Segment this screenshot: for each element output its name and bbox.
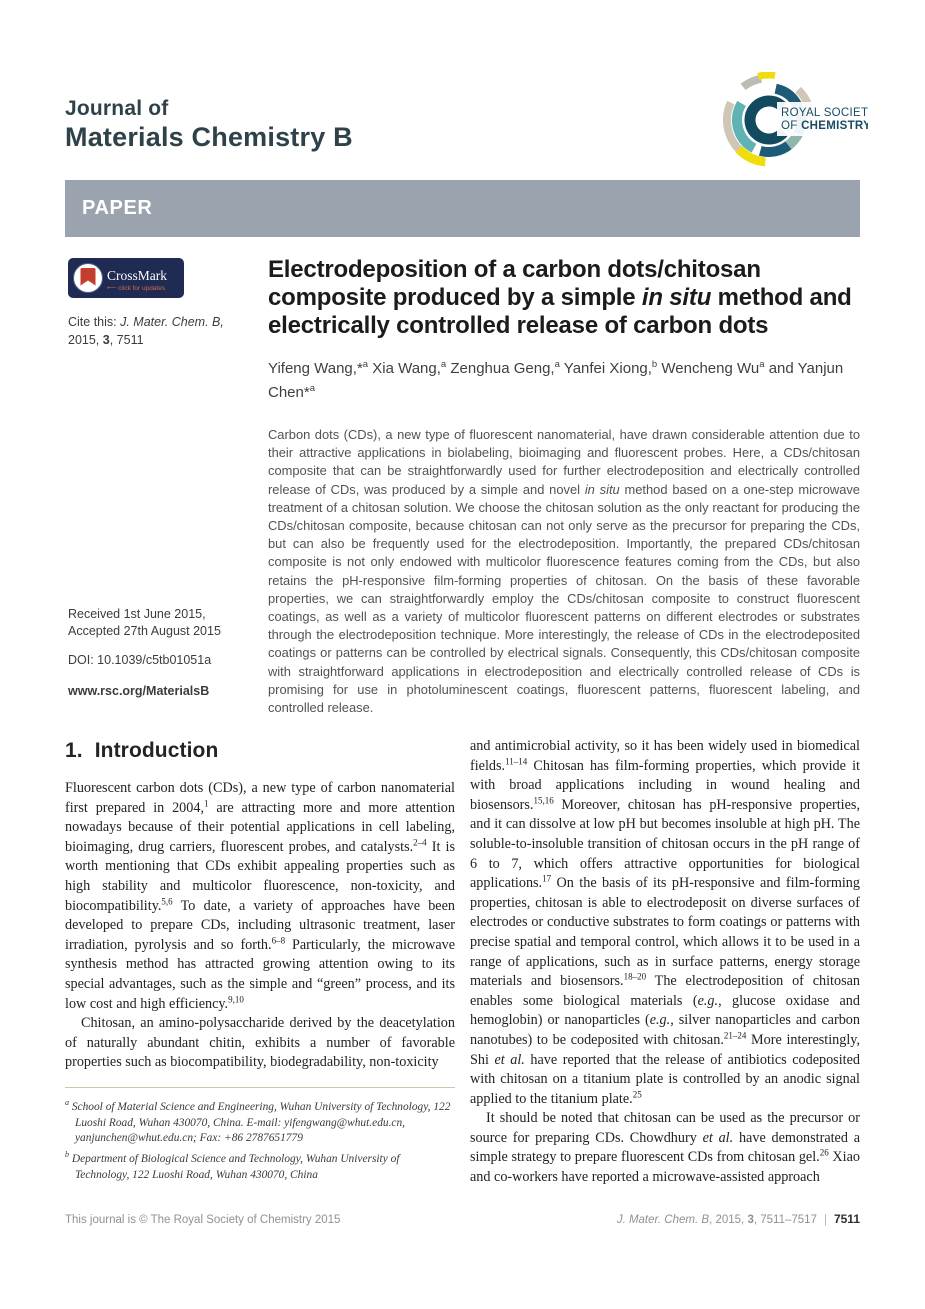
affiliation-b: $^b$ Department of Biological Science and Technology, Wuhan University of Technology, 122 Luoshi Road, Wuhan 430070, China <box>65 1150 400 1181</box>
body-column-right <box>470 737 860 1188</box>
cite-this: Cite this: J. Mater. Chem. B, 2015, 3, 7511 <box>68 315 224 347</box>
crossmark-badge[interactable] <box>68 258 184 303</box>
received-date: Received 1st June 2015, <box>68 607 206 621</box>
page-footer <box>65 1212 860 1226</box>
author-list: Yifeng Wang,*$^a$ Xia Wang,$^a$ Zenghua Geng,$^a$ Yanfei Xiong,$^b$ Wencheng Wu$^a$ and Yanjun Chen*$^a$ <box>268 359 844 401</box>
journal-name-line1: Journal of <box>65 97 169 120</box>
footer-citation <box>617 1212 860 1226</box>
section-number: 1. <box>65 739 83 762</box>
article-type-banner <box>65 180 860 237</box>
received-accepted <box>68 606 221 640</box>
accepted-date: Accepted 27th August 2015 <box>68 624 221 638</box>
svg-text:⟵ click for updates: ⟵ click for updates <box>107 285 166 292</box>
paragraph: and antimicrobial activity, so it has been widely used in biomedical fields.$^{11-14}$ Chitosan has film-forming properties, which provide it with broad applications including in wound healing and biosensors.$^{15,16}$ Moreover, chitosan has pH-responsive properties, and it can dissolve at low pH but becomes insoluble at high pH. The soluble-to-insoluble transition of chitosan occurs in the pH range of 6 to 7, which offers attractive opportunities for biological applications.$^{17}$ On the basis of its pH-responsive and film-forming properties, chitosan is able to electrodeposit on diverse surfaces of electrodes or conductive substrates to form coatings or patterns with precise spatial and temporal control, which allows it to be used in a range of applications, such as in surface patterns, energy storage materials and biosensors.$^{18-20}$ The electrodeposition of chitosan enables some biological materials (e.g., glucose oxidase and hemoglobin) or nanoparticles (e.g., silver nanoparticles and carbon nanotubes) to be codeposited with chitosan.$^{21-24}$ More interestingly, Shi et al. have reported that the release of antibiotics codeposited with chitosan on a titanium plate is controlled by an anodic signal applied to the titanium plate.$^{25}$ <box>470 738 861 1107</box>
copyright-notice: This journal is © The Royal Society of Chemistry 2015 <box>65 1214 341 1226</box>
article-meta-column <box>65 256 252 716</box>
intro-text-right <box>470 737 860 1188</box>
journal-masthead <box>65 96 353 152</box>
citation-text: J. Mater. Chem. B, 2015, 3, 7511–7517 <box>616 1214 817 1226</box>
affiliation-footnotes <box>65 1087 455 1184</box>
section-heading-introduction <box>65 739 455 763</box>
svg-text:CrossMark: CrossMark <box>107 268 167 283</box>
section-title: Introduction <box>94 739 219 762</box>
article-body <box>65 737 860 1188</box>
paragraph: Chitosan, an amino-polysaccharide derived by the deacetylation of naturally abundant chitin, exhibits a number of favorable properties such as biocompatibility, biodegradability, non-toxicity <box>65 1015 455 1071</box>
footer-separator: | <box>823 1214 827 1226</box>
article-title: Electrodeposition of a carbon dots/chitosan composite produced by a simple in situ method and electrically controlled release of carbon dots <box>268 256 852 339</box>
article-header <box>65 256 860 717</box>
abstract-text: Carbon dots (CDs), a new type of fluorescent nanomaterial, have drawn considerable attention due to their attractive applications in biolabeling, bioimaging and fluorescent probes. Here, a CDs/chitosan composite that can be straightforwardly used for further electrodeposition and electrically controlled release of CDs, was produced by a simple and novel in situ method based on a one-step microwave treatment of a chitosan solution. We choose the chitosan solution as the only reactant for producing the CDs/chitosan composite, because chitosan can not only serve as the precursor for preparing the CDs, but can also be frequently used for the electrodeposition. Importantly, the prepared CDs/chitosan composite is not only endowed with multicolor fluorescence features coming from the CDs, but also retains the pH-responsive film-forming properties of chitosan. On the basis of these favorable properties, we can straightforwardly employ the CDs/chitosan composite to construct fluorescent coatings, as well as a variety of multicolor fluorescent patterns on different electrodes or substrates through the electrodeposition technique. More interestingly, the release of CDs in the electrodeposited coatings or patterns can be controlled by electrical signals. Consequently, this CDs/chitosan composite with straightforward applications in electrodeposition and electrically controlled release of CDs is promising for use in photoluminescent coatings, fluorescent patterns, fluorescent labeling, and controlled release. <box>268 427 860 716</box>
journal-website-link[interactable]: www.rsc.org/MaterialsB <box>68 684 210 698</box>
paragraph: It should be noted that chitosan can be used as the precursor or source for preparing CDs. Chowdhury et al. have demonstrated a simple strategy to prepare fluorescent CDs from chitosan gel.$^{26}$ Xiao and co-workers have reported a microwave-assisted approach <box>470 1110 861 1186</box>
svg-text:ROYAL SOCIETY: ROYAL SOCIETY <box>781 107 868 119</box>
svg-text:OF CHEMISTRY: OF CHEMISTRY <box>781 120 868 132</box>
intro-text-left <box>65 779 455 1073</box>
title-column <box>268 256 860 717</box>
affiliation-a: $^a$ School of Material Science and Engineering, Wuhan University of Technology, 122 Luoshi Road, Wuhan 430070, China. E-mail: yifengwang@whut.edu.cn, yanjunchen@whut.edu.cn; Fax: +86 2787651779 <box>65 1097 451 1145</box>
journal-name-line2: Materials Chemistry B <box>65 122 353 152</box>
rsc-logo-icon <box>722 72 868 175</box>
page-number: 7511 <box>833 1212 860 1226</box>
body-column-left <box>65 737 455 1188</box>
article-type-label: PAPER <box>82 197 153 219</box>
paragraph: Fluorescent carbon dots (CDs), a new type of carbon nanomaterial first prepared in 2004,$^1$ are attracting more and more attention nowadays because of their potential applications in cell labeling, bioimaging, drug carriers, fluorescent probes, and catalysts.$^{2-4}$ It is worth mentioning that CDs exhibit appealing properties such as high stability and multicolor fluorescence, non-toxicity, and biocompatibility.$^{5,6}$ To date, a variety of approaches have been developed to prepare CDs, including ultrasonic treatment, laser irradiation, pyrolysis and so forth.$^{6-8}$ Particularly, the microwave synthesis method has attracted growing attention owing to its special advantages, such as the simple and “green” process, and its low cost and high efficiency.$^{9,10}$ <box>65 780 456 1012</box>
doi: DOI: 10.1039/c5tb01051a <box>68 653 212 667</box>
